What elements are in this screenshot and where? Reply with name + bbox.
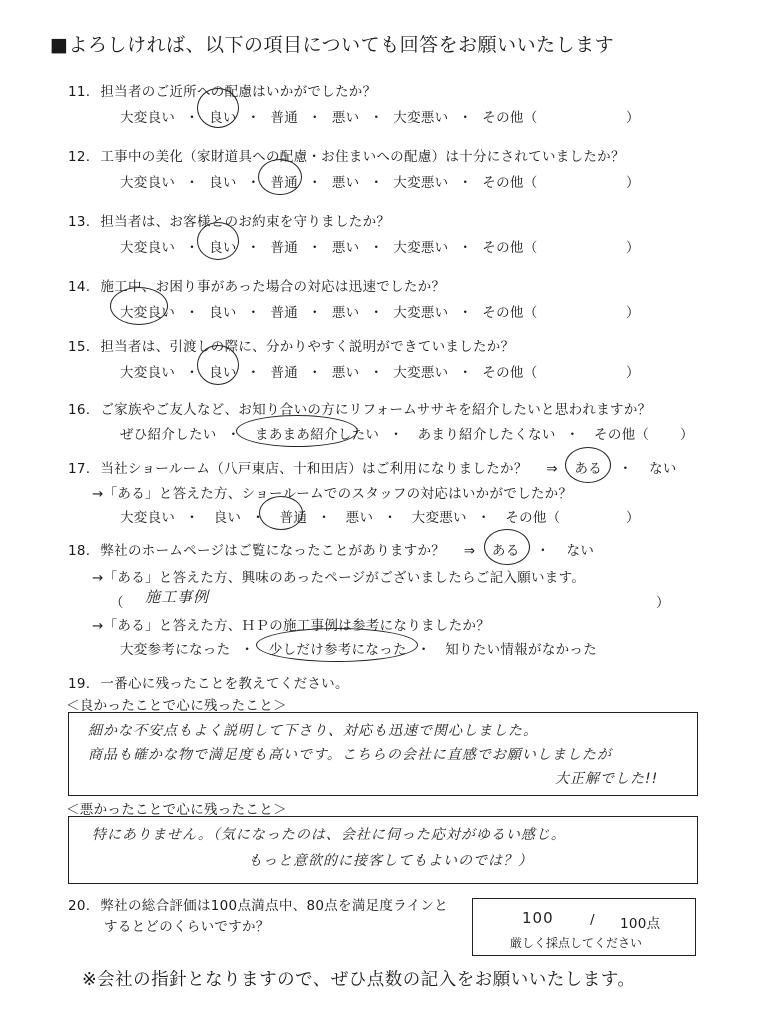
q13-close-paren: ） bbox=[626, 240, 640, 256]
separator: ・ bbox=[308, 305, 322, 321]
separator: ・ bbox=[246, 110, 261, 126]
q14-option-5[interactable]: 大変悪い bbox=[393, 305, 449, 321]
separator: ・ bbox=[369, 110, 384, 126]
q19-good-label: ＜良かったことで心に残ったこと＞ bbox=[66, 698, 287, 714]
q12-option-3[interactable]: 普通 bbox=[270, 175, 299, 191]
q12-option-6[interactable]: その他（ bbox=[482, 175, 538, 191]
q18-option-2[interactable]: 少しだけ参考になった bbox=[268, 642, 407, 658]
q13-option-2[interactable]: 良い bbox=[209, 240, 237, 256]
separator: ・ bbox=[185, 240, 200, 256]
q17-option-3[interactable]: 普通 bbox=[279, 510, 308, 526]
q14-option-2[interactable]: 良い bbox=[209, 305, 237, 321]
q14-options bbox=[120, 301, 538, 321]
q19-bad-label: ＜悪かったことで心に残ったこと＞ bbox=[66, 802, 287, 818]
separator: ・ bbox=[308, 110, 322, 126]
q16-question: 16. ご家族やご友人など、お知り合いの方にリフォームササキを紹介したいと思われますか？ bbox=[68, 402, 652, 418]
q12-close-paren: ） bbox=[626, 175, 640, 191]
q12-option-2[interactable]: 良い bbox=[209, 175, 237, 191]
separator: ・ bbox=[308, 175, 322, 191]
separator: ・ bbox=[185, 110, 200, 126]
separator: ・ bbox=[369, 175, 384, 191]
q20-question-line2: するとどのくらいですか？ bbox=[104, 919, 270, 935]
separator: ・ bbox=[185, 175, 200, 191]
q13-option-1[interactable]: 大変良い bbox=[120, 240, 176, 256]
separator: ・ bbox=[246, 365, 261, 381]
separator: ・ bbox=[185, 305, 200, 321]
q13-option-5[interactable]: 大変悪い bbox=[393, 240, 449, 256]
q17-option-1[interactable]: 大変良い bbox=[120, 510, 176, 526]
q18-options: 大変参考になった ・ 少しだけ参考になった ・ 知りたい情報がなかった bbox=[120, 638, 597, 658]
q18-followup1: →「ある」と答えた方、興味のあったページがございましたらご記入願います。 bbox=[92, 570, 586, 586]
q17-option-5[interactable]: 大変悪い bbox=[411, 510, 467, 526]
q11-question: 11. 担当者のご近所への配慮はいかがでしたか？ bbox=[68, 84, 377, 100]
separator: ・ bbox=[369, 240, 384, 256]
q17-option-4[interactable]: 悪い bbox=[345, 510, 374, 526]
q18-followup2: →「ある」と答えた方、ＨＰの施工事例は参考になりましたか？ bbox=[92, 618, 491, 634]
q15-option-5[interactable]: 大変悪い bbox=[393, 365, 449, 381]
q18-answer-close: ） bbox=[656, 595, 670, 611]
separator: ・ bbox=[246, 175, 261, 191]
q20-max: 100点 bbox=[620, 916, 661, 932]
q17-options: 大変良い ・ 良い ・ 普通 ・ 悪い ・ 大変悪い ・ その他（ bbox=[120, 506, 560, 526]
q14-option-6[interactable]: その他（ bbox=[482, 305, 538, 321]
q17-no[interactable]: ない bbox=[649, 461, 677, 477]
q19-good-answer-line1: 細かな不安点もよく説明して下さり、対応も迅速で関心しました。 bbox=[88, 723, 538, 739]
q16-option-3[interactable]: あまり紹介したくない bbox=[417, 427, 556, 443]
q13-option-6[interactable]: その他（ bbox=[482, 240, 538, 256]
q15-option-1[interactable]: 大変良い bbox=[120, 365, 176, 381]
separator: ・ bbox=[458, 240, 473, 256]
separator: ・ bbox=[369, 305, 384, 321]
q15-question: 15. 担当者は、引渡しの際に、分かりやすく説明ができていましたか？ bbox=[68, 339, 515, 355]
q15-options bbox=[120, 361, 538, 381]
q17-question: 17. 当社ショールーム（八戸東店、十和田店）はご利用になりましたか？ ⇒ ある ・ ない bbox=[68, 461, 677, 477]
q19-good-answer-line3: 大正解でした!! bbox=[555, 771, 659, 787]
separator: ・ bbox=[185, 365, 200, 381]
separator: ・ bbox=[308, 365, 322, 381]
q13-options bbox=[120, 236, 538, 256]
q16-close-paren: ） bbox=[680, 427, 694, 443]
q18-yes[interactable]: ある bbox=[491, 543, 520, 559]
q11-options bbox=[120, 106, 538, 126]
q16-option-4[interactable]: その他（ bbox=[594, 427, 650, 443]
q18-no[interactable]: ない bbox=[566, 543, 595, 559]
q12-option-4[interactable]: 悪い bbox=[331, 175, 360, 191]
q12-question: 12. 工事中の美化（家財道具への配慮・お住まいへの配慮）は十分にされていましたか？ bbox=[68, 149, 625, 165]
q12-option-1[interactable]: 大変良い bbox=[120, 175, 176, 191]
q20-score-value[interactable]: 100 bbox=[522, 909, 554, 927]
q17-option-2[interactable]: 良い bbox=[213, 510, 242, 526]
page-title: ■よろしければ、以下の項目についても回答をお願いいたします bbox=[50, 34, 615, 56]
q19-bad-answer-line1: 特にありません。（気になったのは、会社に伺った応対がゆるい感じ。 bbox=[92, 827, 566, 843]
q13-option-4[interactable]: 悪い bbox=[331, 240, 360, 256]
q14-close-paren: ） bbox=[626, 305, 640, 321]
q14-option-4[interactable]: 悪い bbox=[331, 305, 360, 321]
separator: ・ bbox=[246, 240, 261, 256]
q17-option-6[interactable]: その他（ bbox=[505, 510, 561, 526]
q11-option-6[interactable]: その他（ bbox=[482, 110, 538, 126]
q19-bad-answer-line2: もっと意欲的に接客してもよいのでは？） bbox=[248, 853, 533, 869]
q11-option-4[interactable]: 悪い bbox=[331, 110, 360, 126]
separator: ・ bbox=[458, 175, 473, 191]
q20-note: 厳しく採点してください bbox=[510, 936, 643, 950]
q14-option-1[interactable]: 大変良い bbox=[120, 305, 176, 321]
q12-options bbox=[120, 171, 538, 191]
q16-option-1[interactable]: ぜひ紹介したい bbox=[120, 427, 217, 443]
separator: ・ bbox=[458, 305, 473, 321]
separator: ・ bbox=[246, 305, 261, 321]
q17-followup: →「ある」と答えた方、ショールームでのスタッフの対応はいかがでしたか？ bbox=[92, 486, 573, 502]
q20-question-line1: 20. 弊社の総合評価は100点満点中、80点を満足度ラインと bbox=[68, 898, 449, 914]
q18-answer-open: （ bbox=[110, 595, 124, 611]
separator: ・ bbox=[308, 240, 322, 256]
q17-close-paren: ） bbox=[626, 510, 640, 526]
footer-note: ※会社の指針となりますので、ぜひ点数の記入をお願いいたします。 bbox=[82, 970, 636, 990]
q15-option-2[interactable]: 良い bbox=[209, 365, 237, 381]
q16-option-2[interactable]: まあまあ紹介したい bbox=[255, 427, 380, 443]
q19-good-answer-line2: 商品も確かな物で満足度も高いです。こちらの会社に直感でお願いしましたが bbox=[88, 747, 612, 763]
q19-question: 19. 一番心に残ったことを教えてください。 bbox=[68, 676, 349, 692]
q11-option-5[interactable]: 大変悪い bbox=[393, 110, 449, 126]
q15-option-3[interactable]: 普通 bbox=[270, 365, 299, 381]
q18-question: 18. 弊社のホームページはご覧になったことがありますか？ ⇒ ある ・ ない bbox=[68, 543, 595, 559]
separator: ・ bbox=[458, 110, 473, 126]
q20-slash: / bbox=[590, 912, 595, 928]
q14-question: 14. 施工中、お困り事があった場合の対応は迅速でしたか？ bbox=[68, 279, 446, 295]
separator: ・ bbox=[458, 365, 473, 381]
q18-option-3[interactable]: 知りたい情報がなかった bbox=[445, 642, 598, 658]
q15-option-4[interactable]: 悪い bbox=[331, 365, 360, 381]
q18-followup1-answer: 施工事例 bbox=[145, 588, 210, 606]
q11-option-3[interactable]: 普通 bbox=[270, 110, 299, 126]
q15-option-6[interactable]: その他（ bbox=[482, 365, 538, 381]
q11-option-1[interactable]: 大変良い bbox=[120, 110, 176, 126]
q17-yes[interactable]: ある bbox=[574, 461, 603, 477]
q16-options: ぜひ紹介したい ・ まあまあ紹介したい ・ あまり紹介したくない ・ その他（ bbox=[120, 423, 649, 443]
q11-close-paren: ） bbox=[626, 110, 640, 126]
separator: ・ bbox=[369, 365, 384, 381]
q11-option-2[interactable]: 良い bbox=[209, 110, 237, 126]
q13-option-3[interactable]: 普通 bbox=[270, 240, 299, 256]
q13-question: 13. 担当者は、お客様とのお約束を守りましたか？ bbox=[68, 214, 391, 230]
q12-option-5[interactable]: 大変悪い bbox=[393, 175, 449, 191]
q14-option-3[interactable]: 普通 bbox=[270, 305, 299, 321]
q18-option-1[interactable]: 大変参考になった bbox=[120, 642, 231, 658]
q15-close-paren: ） bbox=[626, 365, 640, 381]
